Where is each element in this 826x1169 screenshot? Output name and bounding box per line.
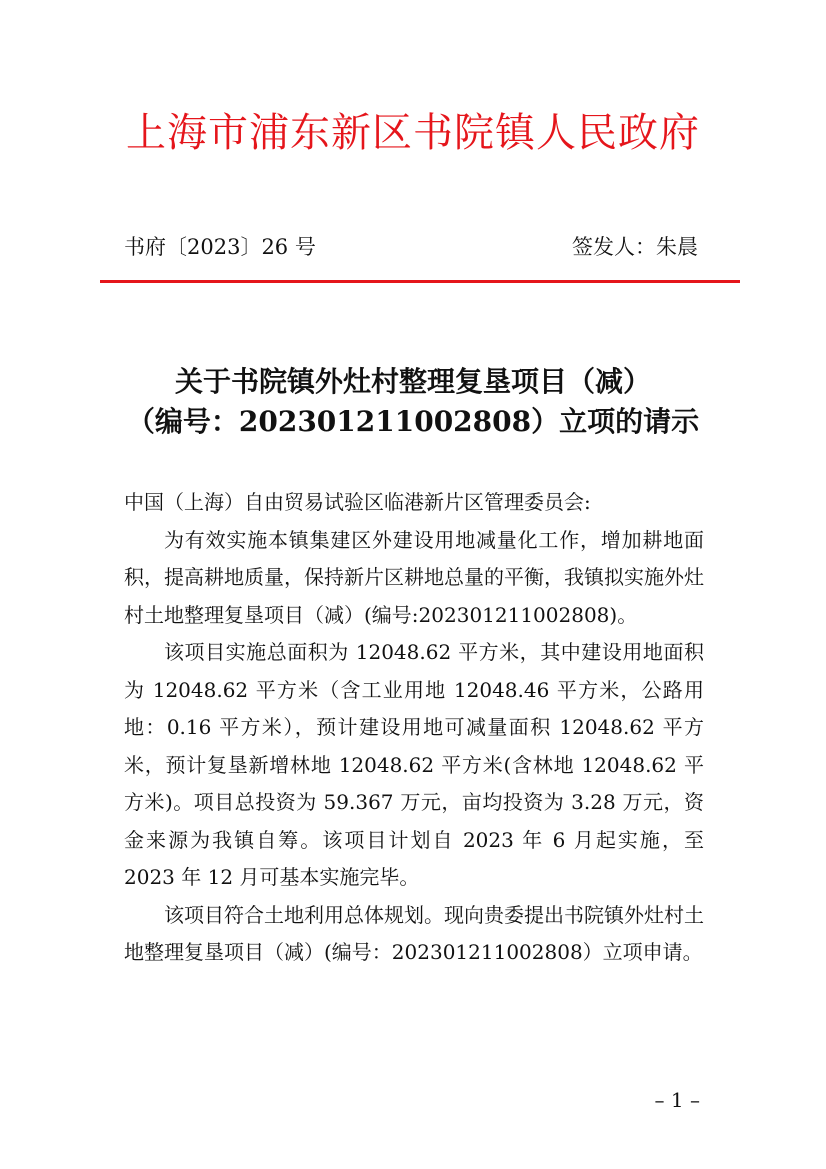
page-number: – 1 – xyxy=(654,1088,700,1112)
document-title-line-2: （编号：202301211002808）立项的请示 xyxy=(126,405,700,438)
body-paragraph-2: 该项目实施总面积为 12048.62 平方米，其中建设用地面积为 12048.62 平方米（含工业用地 12048.46 平方米，公路用地：0.16 平方米），预计建设用地可减量面积 12048.62 平方米，预计复垦新增林地 12048.62 平方米(含林地 12048.62 平方米)。项目总投资为 59.367 万元，亩均投资为 3.28 万元，资金来源为我镇自筹。该项目计划自 2023 年 6 月起实施，至 2023 年 12 月可基本实施完毕。 xyxy=(124,640,704,889)
document-title-line-1: 关于书院镇外灶村整理复垦项目（减） xyxy=(174,365,651,398)
red-header-divider xyxy=(100,280,740,283)
salutation: 中国（上海）自由贸易试验区临港新片区管理委员会: xyxy=(124,490,591,514)
document-number: 书府〔2023〕26 号 xyxy=(124,235,316,259)
document-body xyxy=(124,484,704,972)
document-title xyxy=(100,362,726,442)
body-paragraph-1: 为有效实施本镇集建区外建设用地减量化工作，增加耕地面积，提高耕地质量，保持新片区耕地总量的平衡，我镇拟实施外灶村土地整理复垦项目（减）(编号:202301211002808)。 xyxy=(124,527,704,627)
body-paragraph-3: 该项目符合土地利用总体规划。现向贵委提出书院镇外灶村土地整理复垦项目（减）(编号：202301211002808）立项申请。 xyxy=(124,902,704,964)
signer: 签发人：朱晨 xyxy=(572,235,698,259)
issuing-authority-title: 上海市浦东新区书院镇人民政府 xyxy=(126,110,700,156)
